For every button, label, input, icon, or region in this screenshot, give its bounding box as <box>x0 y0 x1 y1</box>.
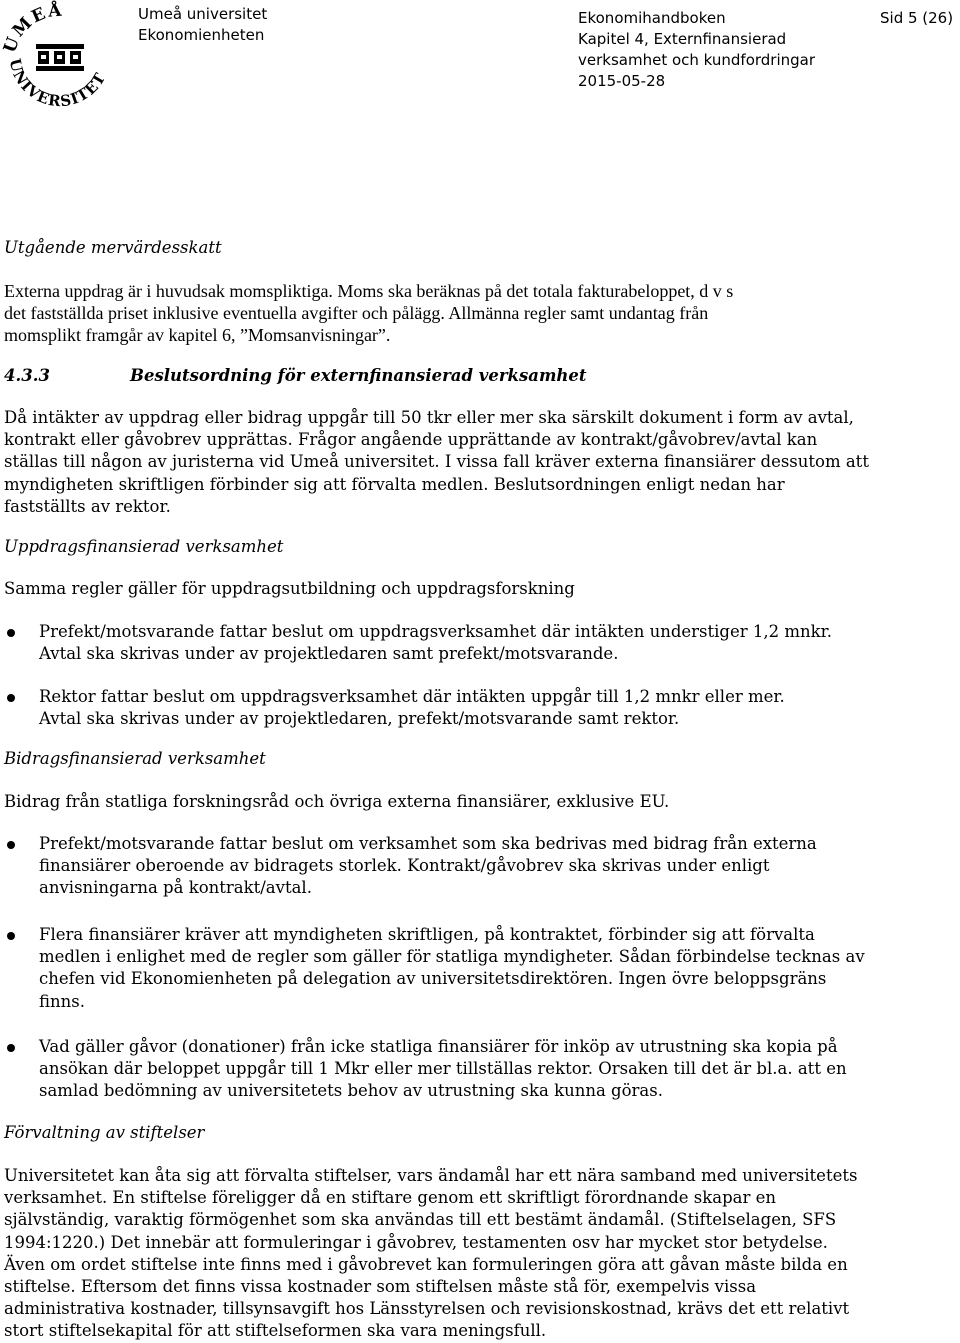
bullet-3-icon <box>7 841 15 849</box>
list-item-4: Flera finansiärer kräver att myndigheten skriftligen, på kontraktet, förbinder sig att förvalta medlen i enlighet med de regler som gäller för statliga myndigheter. Sådan förbindelse tecknas av chefen vid Ekonomienheten på delegation av universitetsdirektören. Ingen övre beloppsgräns finns. <box>39 925 865 1011</box>
header-chapter: Kapitel 4, Externfinansierad <box>578 30 787 48</box>
paragraph-stiftelser: Universitetet kan åta sig att förvalta stiftelser, vars ändamål har ett nära samband med universitetets verksamhet. En stiftelse föreligger då en stiftare genom ett skriftligt förordnande skapar en självständig, varaktig förmögenhet som ska användas till ett bestämt ändamål. (Stiftelselagen, SFS 1994:1220.) Det innebär att formuleringar i gåvobrev, testamenten osv har mycket stor betydelse. Även om ordet stiftelse inte finns med i gåvobrevet kan formuleringen göra att gåvan måste bilda en stiftelse. Eftersom det finns vissa kostnader som stiftelsen måste stå för, exempelvis vissa administrativa kostnader, tillsynsavgift hos Länsstyrelsen och revisionskostnad, krävs det ett relativt stort stiftelsekapital för att stiftelseformen ska vara meningsfull. <box>4 1166 858 1341</box>
svg-text:UMEÅ: UMEÅ <box>0 0 65 56</box>
header-chapter-cont: verksamhet och kundfordringar <box>578 51 816 69</box>
header-date: 2015-05-28 <box>578 72 666 90</box>
header-handbook: Ekonomihandboken <box>578 9 726 27</box>
heading-bidrag: Bidragsfinansierad verksamhet <box>4 749 266 768</box>
header-university: Umeå universitet <box>138 5 268 23</box>
list-item-2: Rektor fattar beslut om uppdragsverksamhet där intäkten uppgår till 1,2 mnkr eller mer. Avtal ska skrivas under av projektledaren, prefekt/motsvarande samt rektor. <box>39 687 785 729</box>
heading-uppdrag: Uppdragsfinansierad verksamhet <box>4 537 284 556</box>
section-number: 4.3.3 <box>4 366 50 385</box>
paragraph-intro: Då intäkter av uppdrag eller bidrag uppgår till 50 tkr eller mer ska särskilt dokument i form av avtal, kontrakt eller gåvobrev upprättas. Frågor angående upprättande av kontrakt/gåvobrev/avtal kan ställas till någon av juristerna vid Umeå universitet. I vissa fall kräver externa finansiärer dessutom att myndigheten skriftligen förbinder sig att förvalta medlen. Beslutsordningen enligt nedan har fastställts av rektor. <box>4 408 869 516</box>
list-item-5: Vad gäller gåvor (donationer) från icke statliga finansiärer för inköp av utrustning ska kopia på ansökan där beloppet uppgår till 1 Mkr eller mer tillställas rektor. Orsaken till det är bl.a. att en samlad bedömning av universitetets behov av utrustning ska kunna göras. <box>39 1037 847 1101</box>
paragraph-uppdrag: Samma regler gäller för uppdragsutbildning och uppdragsforskning <box>4 579 575 598</box>
bullet-2-icon <box>7 694 15 702</box>
svg-text:UNIVERSITET: UNIVERSITET <box>5 56 110 111</box>
university-seal-logo <box>0 0 120 120</box>
bullet-1-icon <box>7 629 15 637</box>
paragraph-bidrag: Bidrag från statliga forskningsråd och övriga externa finansiärer, exklusive EU. <box>4 792 670 811</box>
header-left <box>138 4 267 46</box>
paragraph-vat: Externa uppdrag är i huvudsak momspliktiga. Moms ska beräknas på det totala fakturabeloppet, d v s det fastställda priset inklusive eventuella avgifter och pålägg. Allmänna regler samt undantag från momsplikt framgår av kapitel 6, ”Momsanvisningar”. <box>4 281 734 346</box>
header-department: Ekonomienheten <box>138 26 265 44</box>
heading-stiftelser: Förvaltning av stiftelser <box>4 1123 205 1142</box>
list-item-1: Prefekt/motsvarande fattar beslut om uppdragsverksamhet där intäkten understiger 1,2 mnkr. Avtal ska skrivas under av projektledaren samt prefekt/motsvarande. <box>39 622 832 664</box>
heading-vat: Utgående mervärdesskatt <box>4 238 222 257</box>
page-number: Sid 5 (26) <box>880 9 954 27</box>
bullet-5-icon <box>7 1044 15 1052</box>
bullet-4-icon <box>7 932 15 940</box>
list-item-3: Prefekt/motsvarande fattar beslut om verksamhet som ska bedrivas med bidrag från externa finansiärer oberoende av bidragets storlek. Kontrakt/gåvobrev ska skrivas under enligt anvisningarna på kontrakt/avtal. <box>39 834 817 898</box>
section-title: Beslutsordning för externfinansierad verksamhet <box>130 366 587 385</box>
header-middle <box>578 8 815 92</box>
